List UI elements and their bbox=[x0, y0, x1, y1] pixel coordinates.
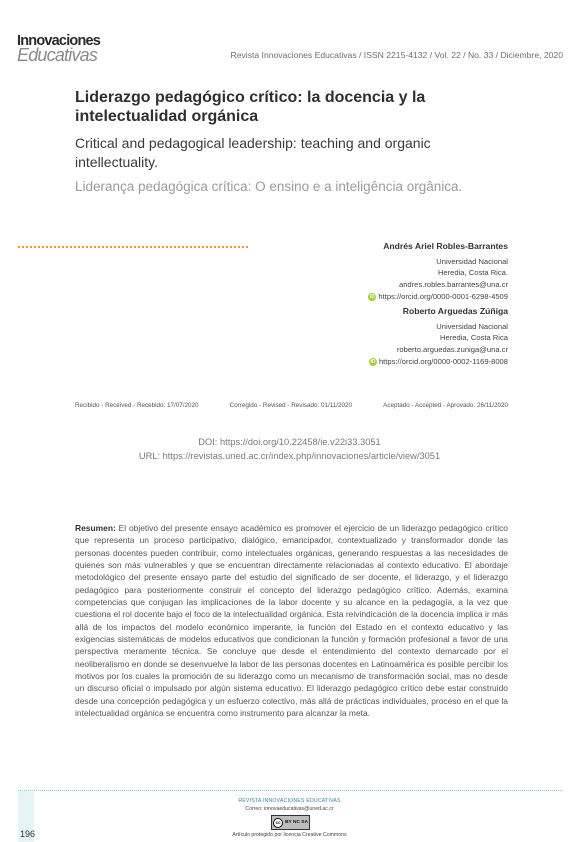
abstract bbox=[75, 522, 508, 720]
author-affiliation: Universidad Nacional bbox=[436, 256, 508, 266]
footer-journal-name: REVISTA INNOVACIONES EDUCATIVAS bbox=[238, 798, 341, 804]
submission-dates bbox=[75, 402, 508, 409]
date-received: Recibido - Received - Recebido: 17/07/2020 bbox=[75, 402, 199, 409]
logo-line-1: Innovaciones bbox=[17, 33, 101, 49]
footer-contact-email[interactable]: Correo: innovaeducativas@uned.ac.cr bbox=[245, 806, 334, 812]
logo-line-2: Educativas bbox=[17, 44, 98, 65]
author-email[interactable]: andres.robles.barrantes@una.cr bbox=[398, 279, 508, 289]
author-block-2 bbox=[369, 306, 508, 368]
orcid-icon: iD bbox=[370, 359, 376, 365]
decorative-divider bbox=[18, 246, 248, 248]
cc-icon: cc bbox=[273, 818, 283, 828]
author-block-1 bbox=[368, 241, 508, 303]
footer-license-text: Artículo protegido por licencia Creative Commons bbox=[232, 832, 347, 838]
page-number: 196 bbox=[20, 829, 36, 839]
article-url[interactable]: URL: https://revistas.uned.ac.cr/index.php/innovaciones/article/view/3051 bbox=[138, 451, 441, 461]
author-email[interactable]: roberto.arguedas.zuniga@una.cr bbox=[396, 344, 508, 354]
author-name: Andrés Ariel Robles-Barrantes bbox=[383, 241, 508, 251]
date-accepted: Aceptado - Accepted - Aprovado: 26/11/2020 bbox=[383, 402, 508, 409]
abstract-text: El objetivo del presente ensayo académico es promover el ejercicio de un liderazgo pedagógico crítico que representa un proceso participativo, dialógico, emancipador, contextualizado y transformador donde las personas docentes pueden contribuir, como intelectuales orgánicas, generando respuestas a las necesidades de quienes son más vulnerables y que se encuentran directamente relacionadas al contexto educativo. El abordaje metodológico del presente ensayo parte del estudio del significado de ser docente, el liderazgo, y el liderazgo pedagógico para posteriormente construir el concepto del liderazgo pedagógico crítico. Además, examina competencias que conjugan las implicaciones de la labor docente y su alcance en la pedagogía, a la vez que cuestiona el rol docente bajo el foco de la intelectualidad orgánica. Esta reivindicación de la docencia implica ir más allá de los impactos del modelo económico imperante, la función del Estado en el contexto educativo y las exigencias sistemáticas de modelos educativos que condicionan la función y formación profesional a favor de una perspectiva meramente técnica. Se concluye que desde el entendimiento del contexto demarcado por el neoliberalismo en donde se desenvuelve la labor de las personas docentes en Latinoamérica es posible percibir los motivos por los cuales la promoción de su liderazgo como un mecanismo de transformación social, mas no desde un discurso oficial o impulsado por algún sistema educativo. El liderazgo pedagógico crítico debe estar construido desde una concepción pedagógica y un esfuerzo colectivo, más allá de prácticas individuales, proceso en el que la intelectualidad orgánica se encuentra como instrumento para alcanzar la meta. bbox=[75, 523, 508, 719]
author-location: Heredia, Costa Rica bbox=[440, 333, 508, 342]
title-english: Critical and pedagogical leadership: teaching and organic intellectuality. bbox=[75, 135, 431, 170]
license-badge-text: BY NC SA bbox=[285, 820, 308, 825]
title-portuguese: Liderança pedagógica crítica: O ensino e a inteligência orgânica. bbox=[75, 179, 463, 194]
orcid-icon: iD bbox=[369, 294, 375, 300]
author-orcid-link[interactable]: https://orcid.org/0000-0001-6298-4509 bbox=[378, 292, 508, 302]
author-affiliation: Universidad Nacional bbox=[436, 321, 508, 331]
creative-commons-badge[interactable] bbox=[271, 815, 310, 830]
journal-info: Revista Innovaciones Educativas / ISSN 2215-4132 / Vol. 22 / No. 33 / Diciembre, 2020 bbox=[230, 50, 563, 60]
author-location: Heredia, Costa Rica. bbox=[437, 268, 508, 277]
doi-link[interactable]: DOI: https://doi.org/10.22458/ie.v22i33.3051 bbox=[198, 437, 381, 447]
abstract-label: Resumen: bbox=[75, 523, 116, 533]
journal-logo bbox=[17, 34, 100, 64]
footer-divider bbox=[18, 790, 563, 791]
author-orcid-link[interactable]: https://orcid.org/0000-0002-1169-8008 bbox=[378, 357, 508, 367]
date-revised: Corregido - Revised - Revisado: 01/11/2020 bbox=[229, 402, 353, 409]
author-name: Roberto Arguedas Zúñiga bbox=[402, 306, 508, 316]
title-spanish: Liderazgo pedagógico crítico: la docencia y la intelectualidad orgánica bbox=[75, 89, 426, 125]
